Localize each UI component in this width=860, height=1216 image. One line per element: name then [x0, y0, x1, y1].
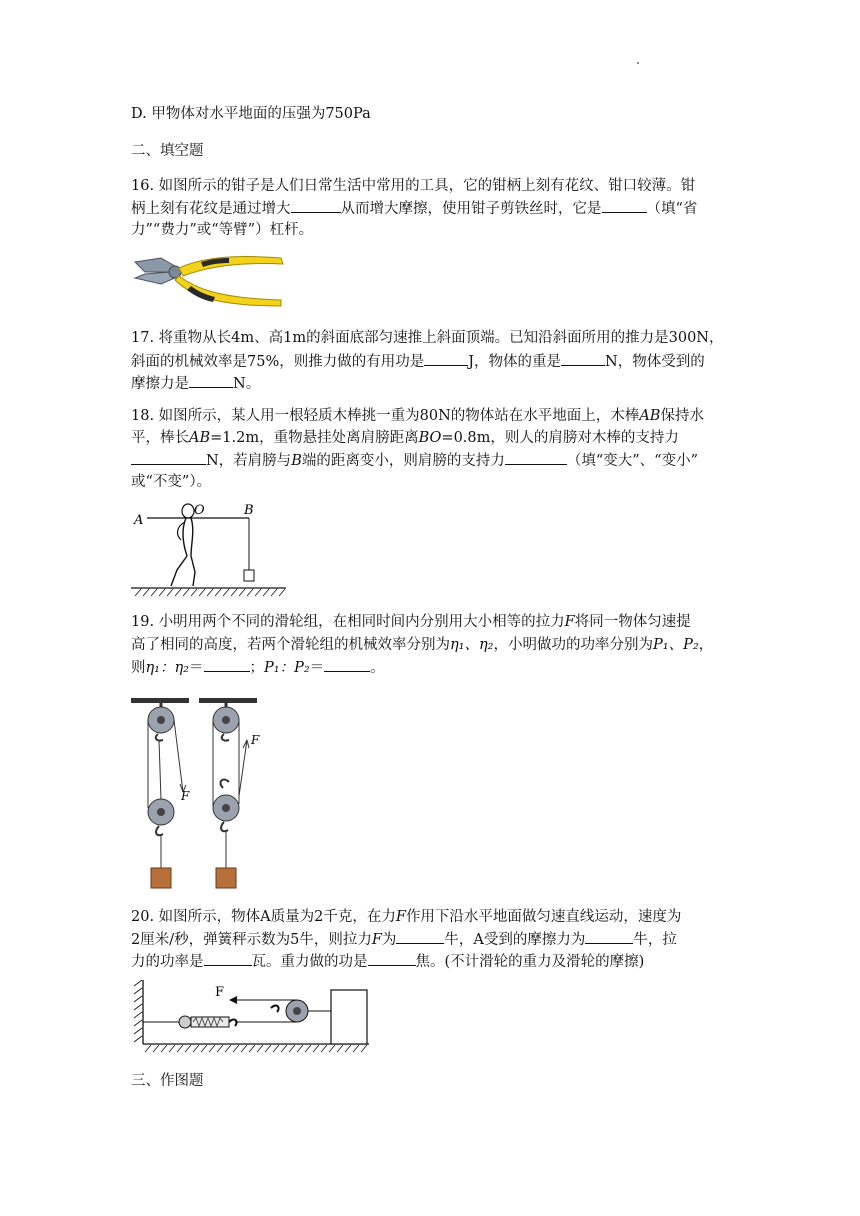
right-movable-hook: [221, 822, 228, 831]
floor-hatching: [145, 1045, 367, 1052]
q18-line-2: 平，棒长AB=1.2m，重物悬挂处离肩膀距离BO=0.8m，则人的肩膀对木棒的支持力: [131, 430, 679, 446]
force-label: F: [215, 985, 225, 1000]
right-fixed-hook: [222, 734, 229, 741]
section-fill-blank-title: 二、填空题: [131, 143, 204, 159]
person-leg-front: [171, 556, 187, 586]
pulley-hook: [271, 1005, 279, 1012]
q19-blank-2[interactable]: [324, 657, 370, 672]
q19-line-2: 高了相同的高度，若两个滑轮组的机械效率分别为η₁、η₂，小明做功的功率分别为P₁、P₂，: [131, 637, 714, 653]
left-rope-2: [159, 740, 161, 800]
q19-line-1: 19. 小明用两个不同的滑轮组，在相同时间内分别用大小相等的拉力F将同一物体匀速提: [131, 614, 691, 630]
ceiling-left: [131, 698, 189, 703]
person-body-back: [191, 518, 193, 556]
ceiling-right: [199, 698, 257, 703]
right-top-hook: [221, 780, 229, 788]
ground-hatching: [135, 589, 285, 596]
pliers-figure: [131, 250, 287, 310]
pliers-handle-upper: [179, 256, 283, 276]
horizontal-pulley-figure: [131, 978, 371, 1054]
right-force-label: F: [251, 733, 260, 747]
force-arrow: [229, 996, 237, 1004]
person-body: [183, 518, 187, 556]
object-A: [331, 990, 367, 1044]
q20-line-2: 2厘米/秒，弹簧秤示数为5牛，则拉力F为 牛，A受到的摩擦力为 牛，拉: [131, 929, 677, 950]
q17-line-2: 斜面的机械效率是75%，则推力做的有用功是 J，物体的重是 N，物体受到的: [131, 351, 705, 372]
movable-pulley-axle: [293, 1007, 301, 1015]
q18-line-1: 18. 如图所示，某人用一根轻质木棒挑一重为80N的物体站在水平地面上，木棒AB保持水: [131, 408, 704, 424]
q16-line-3: 力”“费力”或“等臂”）杠杆。: [131, 222, 314, 238]
left-movable-axle: [157, 808, 165, 816]
q17-blank-3[interactable]: [189, 373, 233, 388]
left-movable-hook: [156, 826, 163, 835]
q20-line-1: 20. 如图所示，物体A质量为2千克，在力F作用下沿水平地面做匀速直线运动，速度为: [131, 909, 682, 925]
q20-blank-2[interactable]: [585, 929, 633, 944]
q18-line-4: 或“不变”）。: [131, 474, 212, 490]
q16-line-2: 柄上刻有花纹是通过增大 从而增大摩擦，使用钳子剪铁丝时，它是 （填“省: [131, 198, 697, 219]
wall-hatching: [134, 980, 142, 1042]
right-wood-block: [216, 868, 236, 888]
left-fixed-hook: [156, 734, 163, 741]
spring-scale-ring: [179, 1016, 191, 1028]
q17-line-1: 17. 将重物从长4m、高1m的斜面底部匀速推上斜面顶端。已知沿斜面所用的推力是300N，: [131, 330, 724, 346]
q15-option-d: D. 甲物体对水平地面的压强为750Pa: [131, 106, 371, 122]
q17-blank-1[interactable]: [424, 351, 468, 366]
right-rope-pull: [239, 740, 247, 796]
q20-line-3: 力的功率是 瓦。重力做的功是 焦。(不计滑轮的重力及滑轮的摩擦): [131, 951, 644, 972]
person-leg-back: [191, 556, 195, 586]
right-fixed-pulley-axle: [222, 716, 230, 724]
page-mark: [637, 62, 639, 64]
q20-blank-3[interactable]: [204, 951, 252, 966]
spring-scale: [191, 1017, 229, 1027]
right-movable-axle: [222, 804, 230, 812]
hanging-weight: [244, 570, 254, 581]
shoulder-pole-figure: [131, 500, 286, 598]
left-wood-block: [151, 868, 171, 888]
q16-line-1: 16. 如图所示的钳子是人们日常生活中常用的工具，它的钳柄上刻有花纹、钳口较薄。钳: [131, 178, 696, 194]
label-A: A: [134, 513, 144, 528]
label-O: O: [194, 503, 205, 518]
q18-line-3: N，若肩膀与B端的距离变小，则肩膀的支持力 （填“变大”、“变小”: [131, 450, 698, 471]
q17-blank-2[interactable]: [561, 351, 605, 366]
q20-blank-4[interactable]: [368, 951, 416, 966]
q18-blank-2[interactable]: [505, 450, 567, 465]
q20-blank-1[interactable]: [396, 929, 444, 944]
pulley-systems-figure: [131, 696, 281, 892]
q19-blank-1[interactable]: [204, 657, 250, 672]
q19-line-3: 则η₁：η₂＝ ；P₁：P₂＝ 。: [131, 657, 385, 678]
person-head: [182, 504, 194, 518]
q18-blank-1[interactable]: [131, 450, 206, 465]
spring-hook: [229, 1019, 237, 1026]
label-B: B: [244, 503, 254, 518]
left-fixed-pulley-axle: [157, 716, 165, 724]
left-force-label: F: [181, 789, 190, 803]
q16-blank-1[interactable]: [291, 198, 341, 213]
q16-blank-2[interactable]: [602, 198, 647, 213]
q17-line-3: 摩擦力是 N。: [131, 373, 260, 394]
left-rope-pull: [174, 720, 183, 792]
section-drawing-title: 三、作图题: [131, 1073, 204, 1089]
